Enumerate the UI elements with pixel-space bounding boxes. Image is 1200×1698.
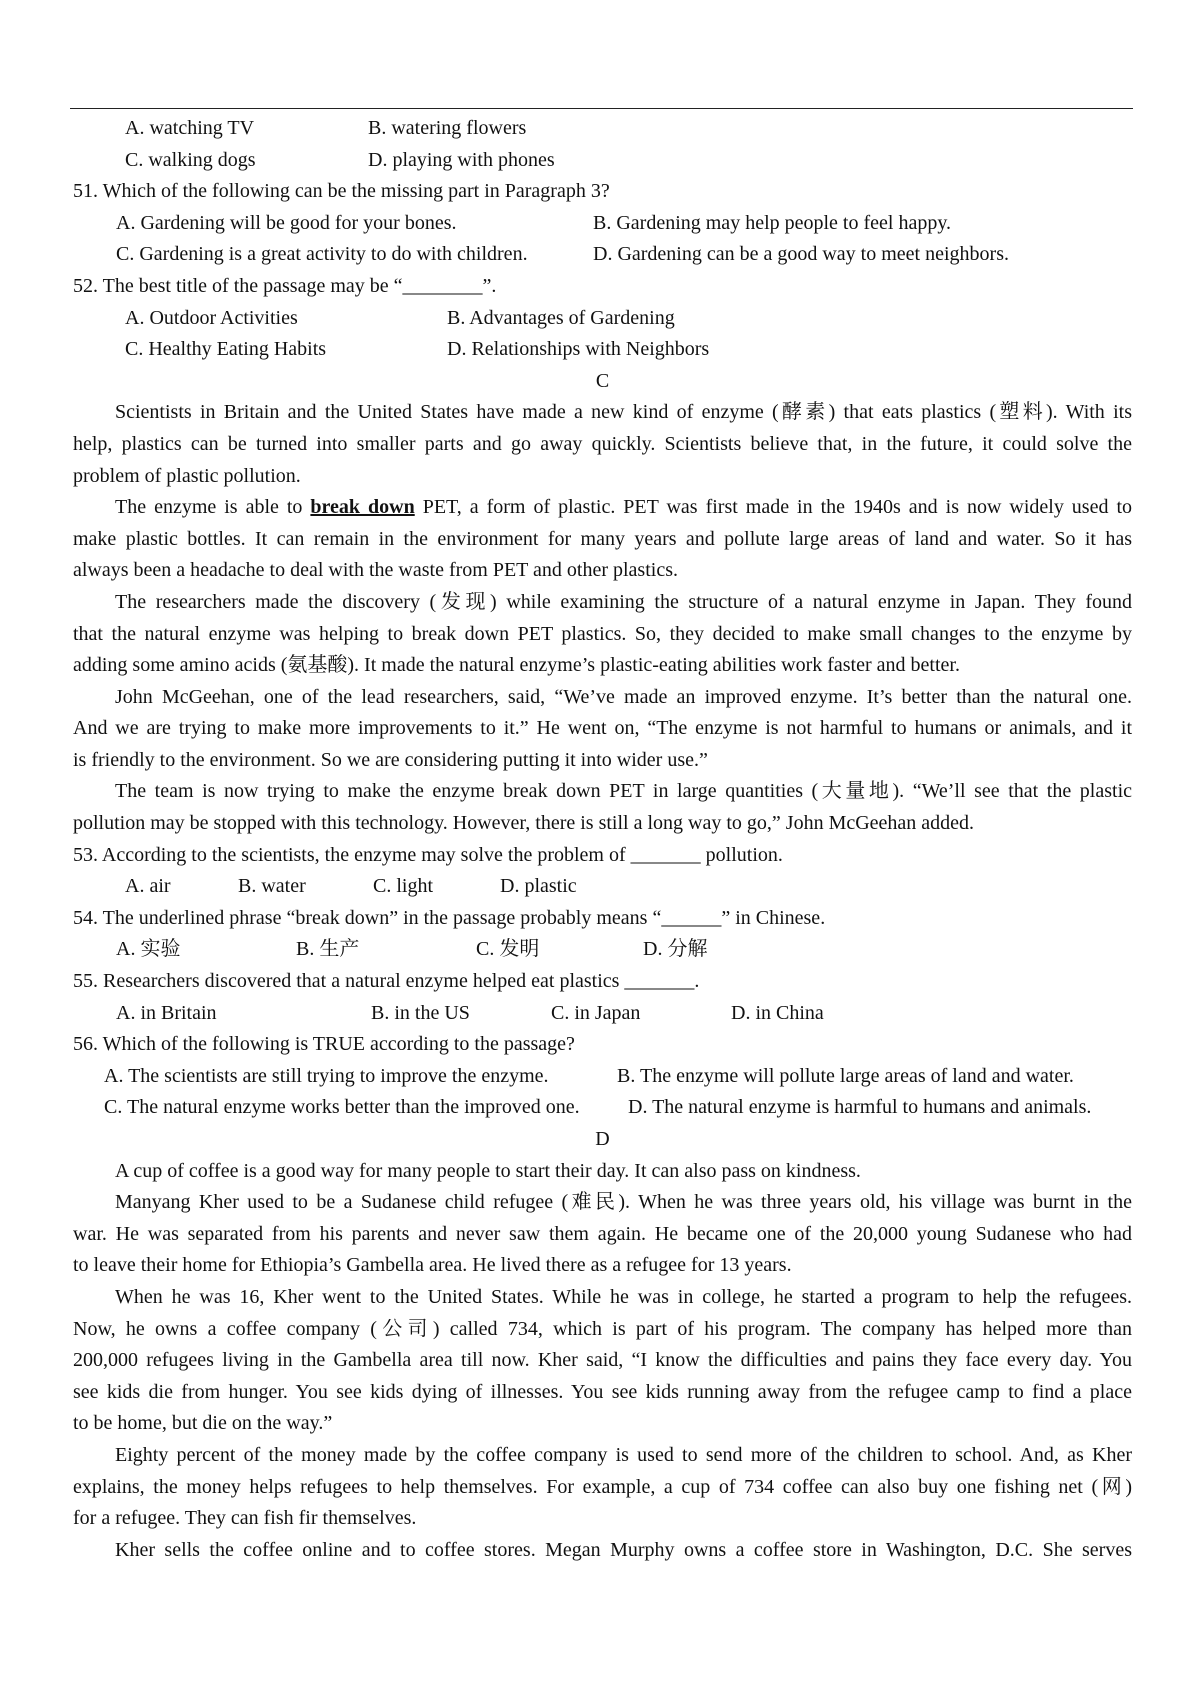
q54-option-c[interactable]: C. 发明 xyxy=(476,938,540,961)
q55-option-a[interactable]: A. in Britain xyxy=(116,1001,217,1024)
q53-options-row xyxy=(73,871,1132,903)
c-p4-line-1: John McGeehan, one of the lead researchers, said, “We’ve made an improved enzyme. It’s better than the natural one. xyxy=(115,685,1132,708)
q51-option-c[interactable]: C. Gardening is a great activity to do with children. xyxy=(116,243,528,266)
q55-option-d[interactable]: D. in China xyxy=(731,1001,824,1024)
q56-options-row-2 xyxy=(73,1092,1132,1124)
d-p5-line-1: Kher sells the coffee online and to coffee stores. Megan Murphy owns a coffee store in Washington, D.C. She serves xyxy=(115,1538,1132,1561)
d-p1-line-1: A cup of coffee is a good way for many people to start their day. It can also pass on kindness. xyxy=(115,1159,861,1182)
q51-options-row-2 xyxy=(73,239,1132,271)
c-p1-line-2: help, plastics can be turned into smaller parts and go away quickly. Scientists believe that, in the future, it could solve the xyxy=(73,432,1132,455)
q52-options-row-2 xyxy=(73,334,1132,366)
q50-option-a[interactable]: A. watching TV xyxy=(125,117,255,139)
exam-page xyxy=(73,113,1132,1566)
q54-option-d[interactable]: D. 分解 xyxy=(643,938,708,961)
c-p2-prefix: The enzyme is able to xyxy=(115,496,311,519)
q56-stem: 56. Which of the following is TRUE according to the passage? xyxy=(73,1033,575,1056)
q51-stem: 51. Which of the following can be the missing part in Paragraph 3? xyxy=(73,180,610,203)
c-p3-line-3: adding some amino acids (氨基酸). It made the natural enzyme’s plastic-eating abilities work faster and better. xyxy=(73,654,960,677)
d-p4-line-2: explains, the money helps refugees to help themselves. For example, a cup of 734 coffee can also buy one fishing net (网) xyxy=(73,1475,1132,1498)
d-p3-line-1: When he was 16, Kher went to the United States. While he was in college, he started a program to help the refugees. xyxy=(115,1285,1132,1308)
q51-options-row-1 xyxy=(73,208,1132,240)
d-p2-line-2: war. He was separated from his parents and never saw them again. He became one of the 20,000 young Sudanese who had xyxy=(73,1222,1132,1245)
q53-option-c[interactable]: C. light xyxy=(373,875,434,898)
c-p3-line-2: that the natural enzyme was helping to break down PET plastics. So, they decided to make small changes to the enzyme by xyxy=(73,622,1132,645)
q55-option-c[interactable]: C. in Japan xyxy=(551,1001,641,1024)
c-p4-line-3: is friendly to the environment. So we are considering putting it into wider use.” xyxy=(73,748,708,771)
c-p4-line-2: And we are trying to make more improvements to it.” He went on, “The enzyme is not harmful to humans or animals, and it xyxy=(73,717,1132,740)
q55-option-b[interactable]: B. in the US xyxy=(371,1001,470,1024)
q52-options-row-1 xyxy=(73,303,1132,335)
c-p3-line-1: The researchers made the discovery (发现) while examining the structure of a natural enzyme in Japan. They found xyxy=(115,590,1132,613)
d-p3-line-4: see kids die from hunger. You see kids dying of illnesses. You see kids running away from the refugee camp to find a place xyxy=(73,1380,1132,1403)
c-p2-suffix: PET, a form of plastic. PET was first made in the 1940s and is now widely used to xyxy=(414,496,1132,519)
c-p2-line-1 xyxy=(73,492,1132,524)
q53-option-a[interactable]: A. air xyxy=(125,875,171,898)
q54-options-row xyxy=(73,934,1132,966)
q51-option-a[interactable]: A. Gardening will be good for your bones. xyxy=(116,211,457,234)
q54-option-a[interactable]: A. 实验 xyxy=(116,938,181,961)
c-p5-line-2: pollution may be stopped with this technology. However, there is still a long way to go,” John McGeehan added. xyxy=(73,812,975,835)
q50-options-row-2 xyxy=(73,145,1132,177)
q56-option-c[interactable]: C. The natural enzyme works better than the improved one. xyxy=(104,1096,580,1119)
q50-option-c[interactable]: C. walking dogs xyxy=(125,148,256,171)
q54-option-b[interactable]: B. 生产 xyxy=(296,938,360,961)
q56-option-d[interactable]: D. The natural enzyme is harmful to humans and animals. xyxy=(628,1096,1092,1119)
q55-stem: 55. Researchers discovered that a natural enzyme helped eat plastics _______. xyxy=(73,970,700,993)
d-p3-line-3: 200,000 refugees living in the Gambella area till now. Kher said, “I know the difficulties and pains they face every day. You xyxy=(73,1349,1132,1372)
d-p4-line-1: Eighty percent of the money made by the coffee company is used to send more of the children to school. And, as Kher xyxy=(115,1443,1132,1466)
underlined-phrase-break-down: break down xyxy=(310,496,415,519)
c-p1-line-1: Scientists in Britain and the United States have made a new kind of enzyme (酵素) that eats plastics (塑料). With its xyxy=(115,401,1132,424)
c-p2-line-2: make plastic bottles. It can remain in the environment for many years and pollute large areas of land and water. So it has xyxy=(73,527,1132,550)
c-p1-line-3: problem of plastic pollution. xyxy=(73,464,301,487)
q50-option-d[interactable]: D. playing with phones xyxy=(368,148,555,171)
q50-options-row-1 xyxy=(73,113,1132,145)
d-p4-line-3: for a refugee. They can fish fir themselves. xyxy=(73,1507,417,1530)
q52-option-a[interactable]: A. Outdoor Activities xyxy=(125,306,298,329)
q50-option-b[interactable]: B. watering flowers xyxy=(368,117,527,139)
q51-option-b[interactable]: B. Gardening may help people to feel happy. xyxy=(593,211,952,234)
c-p2-line-3: always been a headache to deal with the waste from PET and other plastics. xyxy=(73,559,678,582)
q52-option-b[interactable]: B. Advantages of Gardening xyxy=(447,306,675,329)
section-d-heading: D xyxy=(595,1128,610,1150)
q51-option-d[interactable]: D. Gardening can be a good way to meet neighbors. xyxy=(593,243,1009,266)
q53-option-b[interactable]: B. water xyxy=(238,875,306,898)
d-p2-line-1: Manyang Kher used to be a Sudanese child refugee (难民). When he was three years old, his village was burnt in the xyxy=(115,1191,1132,1214)
q54-stem: 54. The underlined phrase “break down” in the passage probably means “______” in Chinese. xyxy=(73,906,826,929)
d-p3-line-2: Now, he owns a coffee company (公司) called 734, which is part of his program. The company has helped more than xyxy=(73,1317,1132,1340)
header-rule xyxy=(70,108,1133,109)
q56-options-row-1 xyxy=(73,1061,1132,1093)
c-p5-line-1: The team is now trying to make the enzyme break down PET in large quantities (大量地). “We’ll see that the plastic xyxy=(115,780,1132,803)
d-p2-line-3: to leave their home for Ethiopia’s Gambella area. He lived there as a refugee for 13 years. xyxy=(73,1254,792,1277)
q56-option-b[interactable]: B. The enzyme will pollute large areas of land and water. xyxy=(617,1064,1074,1087)
q52-stem: 52. The best title of the passage may be “________”. xyxy=(73,274,497,297)
q53-stem: 53. According to the scientists, the enzyme may solve the problem of _______ pollution. xyxy=(73,843,783,866)
q53-option-d[interactable]: D. plastic xyxy=(500,875,577,898)
q52-option-d[interactable]: D. Relationships with Neighbors xyxy=(447,338,710,361)
q52-option-c[interactable]: C. Healthy Eating Habits xyxy=(125,338,327,361)
q55-options-row xyxy=(73,998,1132,1030)
section-c-heading: C xyxy=(595,369,610,392)
q56-option-a[interactable]: A. The scientists are still trying to improve the enzyme. xyxy=(104,1064,549,1087)
d-p3-line-5: to be home, but die on the way.” xyxy=(73,1412,333,1435)
